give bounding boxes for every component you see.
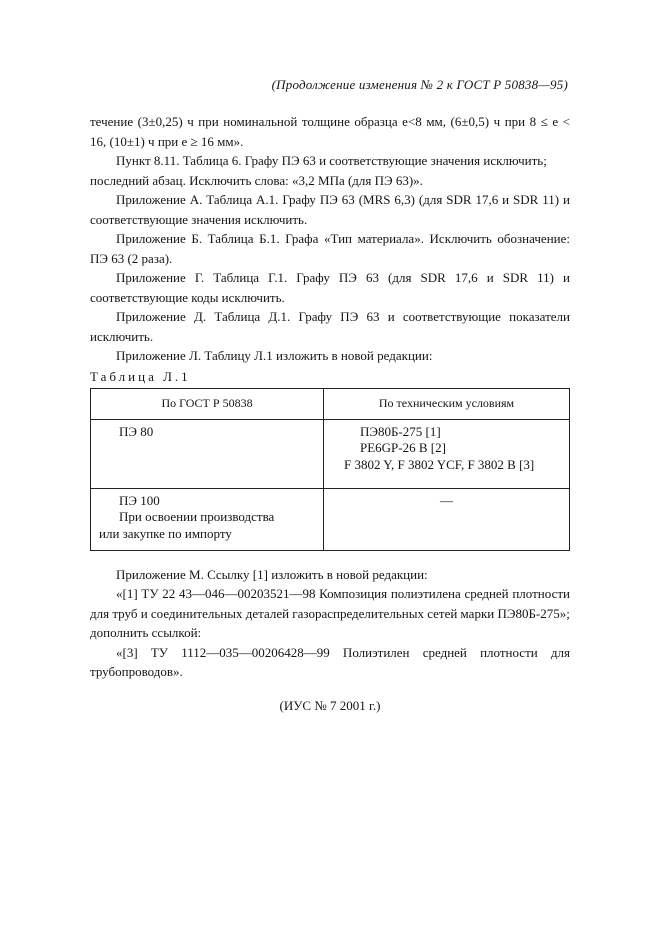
- paragraph-appendix-m: Приложение М. Ссылку [1] изложить в новой редакции:: [116, 566, 428, 582]
- cell-line: F 3802 Y, F 3802 YCF, F 3802 B [3]: [344, 456, 535, 472]
- paragraph-appendix-l: Приложение Л. Таблицу Л.1 изложить в новой редакции:: [116, 348, 433, 363]
- cell-line: или закупке по импорту: [99, 525, 232, 541]
- table-row: [91, 488, 570, 550]
- paragraph-add-reference: дополнить ссылкой:: [90, 625, 202, 640]
- cell-line: При освоении производства: [119, 509, 275, 524]
- spacer: [90, 551, 570, 565]
- paragraph-reference-1: «[1] ТУ 22 43—046—00203521—98 Композиция полиэтилена средней плотности для труб и соединительных деталей газораспределительных сетей марки ПЭ80Б-275»;: [90, 586, 570, 621]
- table-header-gost: По ГОСТ Р 50838: [91, 388, 324, 419]
- paragraph-clause-8-11: Пункт 8.11. Таблица 6. Графу ПЭ 63 и соответствующие значения исключить;: [116, 153, 547, 168]
- table-cell-gost: [91, 488, 324, 550]
- table-header-row: [91, 388, 570, 419]
- cell-line: PE6GP-26 B [2]: [360, 440, 446, 455]
- table-caption: Таблица Л.1: [90, 368, 191, 384]
- ius-footnote: (ИУС № 7 2001 г.): [279, 697, 381, 713]
- table-row: [91, 419, 570, 488]
- paragraph-appendix-g: Приложение Г. Таблица Г.1. Графу ПЭ 63 (для SDR 17,6 и SDR 11) и соответствующие коды исключить.: [90, 270, 570, 305]
- table-header-tu: По техническим условиям: [324, 388, 570, 419]
- paragraph-test-duration: течение (3±0,25) ч при номинальной толщине образца e<8 мм, (6±0,5) ч при 8 ≤ e < 16, (10±1) ч при e ≥ 16 мм».: [90, 114, 570, 149]
- paragraph-appendix-a: Приложение А. Таблица А.1. Графу ПЭ 63 (MRS 6,3) (для SDR 17,6 и SDR 11) и соответствующие значения исключить.: [90, 192, 570, 227]
- cell-line: ПЭ80Б-275 [1]: [360, 423, 441, 439]
- paragraph-appendix-d: Приложение Д. Таблица Д.1. Графу ПЭ 63 и соответствующие показатели исключить.: [90, 309, 570, 344]
- paragraph-appendix-b: Приложение Б. Таблица Б.1. Графа «Тип материала». Исключить обозначение: ПЭ 63 (2 раза).: [90, 231, 570, 266]
- table-l1: [90, 388, 570, 551]
- table-cell-tu: [324, 488, 570, 550]
- cell-line: ПЭ 100: [119, 492, 160, 508]
- table-cell-gost: [91, 419, 324, 488]
- paragraph-last-abzac: последний абзац. Исключить слова: «3,2 МПа (для ПЭ 63)».: [90, 172, 423, 188]
- cell-line: ПЭ 80: [119, 423, 154, 439]
- paragraph-reference-3: «[3] ТУ 1112—035—00206428—99 Полиэтилен средней плотности для трубопроводов».: [90, 644, 570, 679]
- table-cell-tu: [324, 419, 570, 488]
- document-body: [90, 112, 570, 715]
- cell-line: —: [440, 492, 453, 508]
- page-header: (Продолжение изменения № 2 к ГОСТ Р 50838—95): [271, 77, 568, 92]
